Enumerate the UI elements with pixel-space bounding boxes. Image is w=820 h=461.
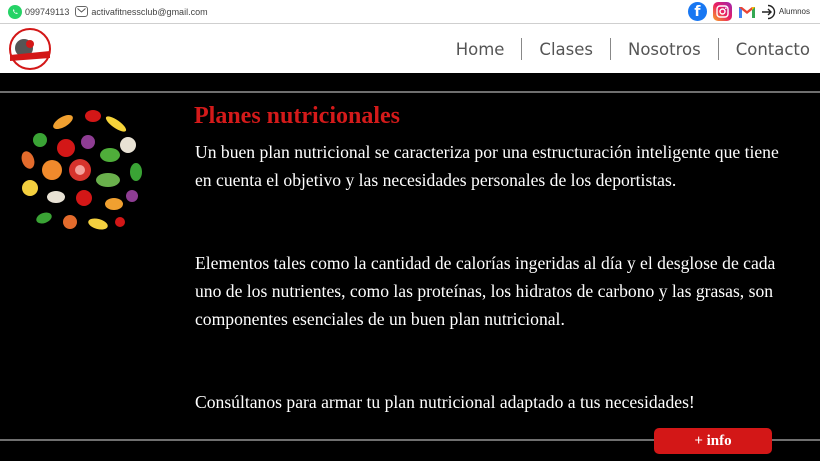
nav-home[interactable]: Home xyxy=(455,39,505,59)
paragraph-1: Un buen plan nutricional se caracteriza por una estructuración inteligente que tiene en cuenta el objetivo y las necesidades personales de los deportistas. xyxy=(195,142,779,190)
nav-contacto[interactable]: Contacto xyxy=(735,39,810,59)
paragraph-2: Elementos tales como la cantidad de calorías ingeridas al día y el desglose de cada uno de los nutrientes, como las proteínas, los hidratos de carbono y las grasas, son componentes esenciales de un buen plan nutricional. xyxy=(195,253,776,329)
facebook-icon[interactable]: f xyxy=(688,2,707,21)
top-contact-bar xyxy=(0,0,820,24)
nav-nosotros[interactable]: Nosotros xyxy=(627,39,701,59)
alumnos-link[interactable]: Alumnos xyxy=(778,7,810,16)
section-title: Planes nutricionales xyxy=(194,103,401,129)
vegetables-illustration xyxy=(8,100,150,240)
login-icon[interactable] xyxy=(761,2,777,21)
nav-clases[interactable]: Clases xyxy=(539,39,593,59)
activa-logo[interactable] xyxy=(7,27,53,71)
social-links xyxy=(682,2,810,21)
phone-contact[interactable] xyxy=(8,5,69,19)
instagram-icon[interactable] xyxy=(713,2,732,21)
nav-menu xyxy=(439,38,810,60)
email-contact[interactable] xyxy=(75,6,207,17)
more-info-button[interactable]: + info xyxy=(654,428,772,454)
whatsapp-icon xyxy=(8,5,22,19)
email-address: activafitnessclub@gmail.com xyxy=(91,6,208,17)
divider-top xyxy=(0,91,820,93)
main-navbar xyxy=(0,24,820,73)
mail-icon xyxy=(75,6,88,17)
phone-number: 099749113 xyxy=(25,6,70,17)
paragraph-3: Consúltanos para armar tu plan nutricional adaptado a tus necesidades! xyxy=(195,392,695,412)
gmail-icon[interactable] xyxy=(738,2,757,21)
